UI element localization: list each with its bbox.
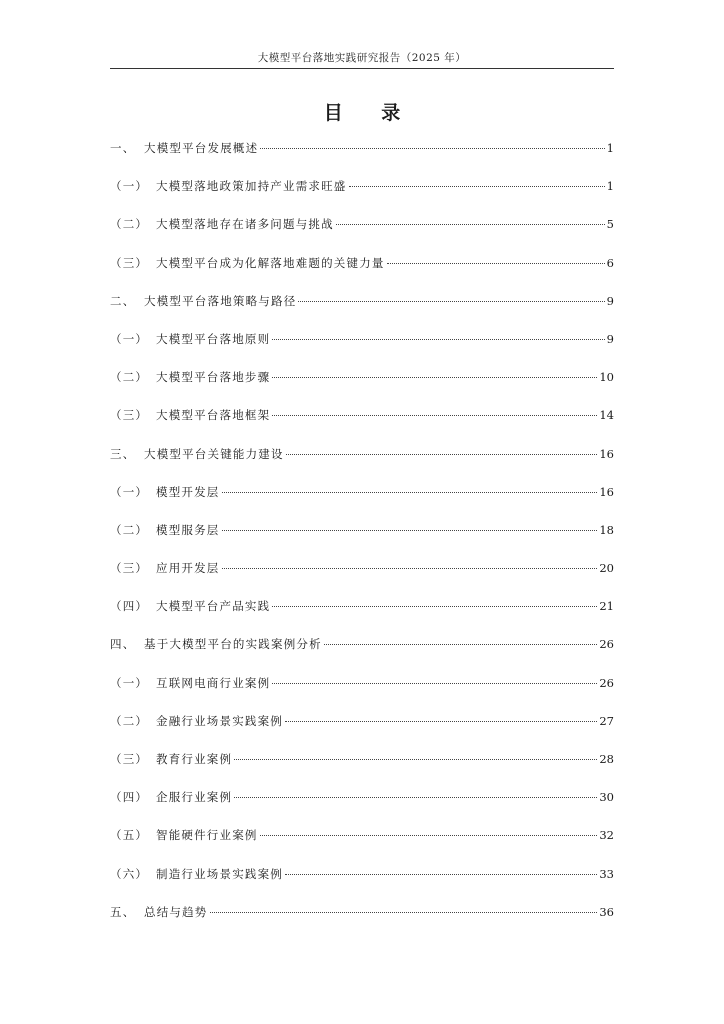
toc-entry-label: 模型服务层 — [156, 522, 220, 537]
toc-page-number: 14 — [599, 408, 614, 423]
toc-entry-label: 总结与趋势 — [144, 904, 208, 919]
toc-entry-number: （三） — [110, 561, 149, 576]
toc-entry-label: 大模型落地政策加持产业需求旺盛 — [156, 179, 347, 194]
toc-dot-leader — [324, 644, 598, 645]
toc-entry[interactable] — [110, 904, 614, 942]
toc-entry[interactable] — [110, 713, 614, 751]
toc-dot-leader — [285, 874, 597, 875]
toc-page-number: 26 — [599, 675, 614, 690]
toc-page-number: 33 — [599, 866, 614, 881]
toc-entry-number: （三） — [110, 255, 149, 270]
toc-page-number: 16 — [599, 484, 614, 499]
toc-entry-label: 大模型平台发展概述 — [144, 141, 259, 155]
toc-dot-leader — [234, 797, 597, 798]
running-header: 大模型平台落地实践研究报告（2025 年） — [257, 52, 467, 64]
toc-dot-leader — [349, 186, 605, 187]
toc-entry[interactable] — [110, 522, 614, 560]
toc-entry-number: 三、 — [110, 446, 136, 461]
toc-entry[interactable] — [110, 560, 614, 598]
toc-entry-label: 互联网电商行业案例 — [156, 675, 271, 690]
toc-entry-label: 应用开发层 — [156, 561, 220, 576]
toc-dot-leader — [222, 492, 598, 493]
toc-dot-leader — [210, 912, 598, 913]
toc-entry-label: 教育行业案例 — [156, 752, 233, 766]
toc-entry-number: （二） — [110, 713, 149, 728]
toc-entry-number: （四） — [110, 790, 149, 805]
toc-dot-leader — [298, 301, 604, 302]
toc-entry-number: （三） — [110, 752, 149, 766]
page-title: 目 录 — [323, 102, 417, 124]
toc-dot-leader — [285, 721, 597, 722]
toc-dot-leader — [272, 377, 597, 378]
toc-entry-number: （四） — [110, 599, 149, 614]
toc-page-number: 20 — [599, 561, 614, 576]
toc-page-number: 36 — [599, 904, 614, 919]
toc-page-number: 1 — [606, 179, 614, 194]
toc-entry[interactable] — [110, 675, 614, 713]
toc-dot-leader — [286, 454, 598, 455]
toc-dot-leader — [222, 530, 598, 531]
toc-entry-number: （一） — [110, 675, 149, 690]
toc-dot-leader — [272, 415, 597, 416]
toc-entry[interactable] — [110, 789, 614, 827]
toc-entry-number: （三） — [110, 408, 149, 423]
toc-entry[interactable] — [110, 484, 614, 522]
toc-dot-leader — [222, 568, 598, 569]
toc-entry-number: （一） — [110, 484, 149, 499]
toc-entry[interactable] — [110, 751, 614, 789]
toc-entry-number: 四、 — [110, 637, 136, 652]
toc-page-number: 16 — [599, 446, 614, 461]
toc-page-number: 9 — [606, 293, 614, 308]
toc-entry-label: 制造行业场景实践案例 — [156, 866, 283, 881]
toc-dot-leader — [272, 339, 604, 340]
toc-entry-label: 模型开发层 — [156, 484, 220, 499]
toc-page-number: 21 — [599, 599, 614, 614]
toc-page-number: 26 — [599, 637, 614, 652]
toc-entry-label: 金融行业场景实践案例 — [156, 713, 283, 728]
toc-entry[interactable] — [110, 255, 614, 293]
toc-entry-label: 大模型平台落地策略与路径 — [144, 293, 297, 308]
header-rule — [110, 68, 614, 69]
toc-page-number: 6 — [606, 255, 614, 270]
toc-page-number: 30 — [599, 790, 614, 805]
toc-entry[interactable] — [110, 407, 614, 445]
toc-entry-number: 二、 — [110, 293, 136, 308]
toc-entry-label: 大模型平台成为化解落地难题的关键力量 — [156, 255, 385, 270]
toc-page-number: 28 — [599, 752, 614, 766]
toc-entry-number: （二） — [110, 522, 149, 537]
toc-entry[interactable] — [110, 369, 614, 407]
toc-entry-label: 基于大模型平台的实践案例分析 — [144, 637, 322, 652]
toc-entry[interactable] — [110, 827, 614, 865]
toc-entry-number: （一） — [110, 179, 149, 194]
toc-entry[interactable] — [110, 178, 614, 216]
toc-entry-number: （二） — [110, 217, 149, 232]
toc-entry-number: （六） — [110, 866, 149, 881]
toc-entry-label: 大模型平台产品实践 — [156, 599, 271, 614]
toc-entry-label: 大模型平台落地步骤 — [156, 370, 271, 385]
toc-entry-label: 大模型平台落地框架 — [156, 408, 271, 423]
toc-entry[interactable] — [110, 140, 614, 178]
toc-entry[interactable] — [110, 331, 614, 369]
toc-entry-label: 企服行业案例 — [156, 790, 233, 805]
toc-page-number: 32 — [599, 828, 614, 843]
toc-entry-label: 大模型落地存在诸多问题与挑战 — [156, 217, 334, 232]
toc-entry[interactable] — [110, 636, 614, 674]
toc-entry-label: 智能硬件行业案例 — [156, 828, 258, 843]
toc-dot-leader — [272, 606, 597, 607]
toc-entry[interactable] — [110, 866, 614, 904]
toc-page-number: 27 — [599, 713, 614, 728]
toc-page-number: 5 — [606, 217, 614, 232]
toc-entry[interactable] — [110, 446, 614, 484]
toc-entry-label: 大模型平台关键能力建设 — [144, 446, 284, 461]
toc-entry[interactable] — [110, 216, 614, 254]
toc-entry-number: 一、 — [110, 141, 136, 155]
toc-page-number: 1 — [606, 141, 614, 155]
toc-dot-leader — [387, 263, 605, 264]
toc-entry[interactable] — [110, 598, 614, 636]
toc-dot-leader — [272, 683, 597, 684]
toc-page-number: 10 — [599, 370, 614, 385]
toc-entry-label: 大模型平台落地原则 — [156, 331, 271, 346]
toc-entry-number: （一） — [110, 331, 149, 346]
toc-page-number: 9 — [606, 331, 614, 346]
toc-page-number: 18 — [599, 522, 614, 537]
table-of-contents — [110, 140, 614, 942]
toc-entry-number: （二） — [110, 370, 149, 385]
toc-dot-leader — [336, 224, 605, 225]
toc-dot-leader — [260, 148, 604, 149]
toc-entry-number: 五、 — [110, 904, 136, 919]
toc-dot-leader — [234, 759, 597, 760]
toc-entry[interactable] — [110, 293, 614, 331]
toc-entry-number: （五） — [110, 828, 149, 843]
toc-dot-leader — [260, 835, 598, 836]
